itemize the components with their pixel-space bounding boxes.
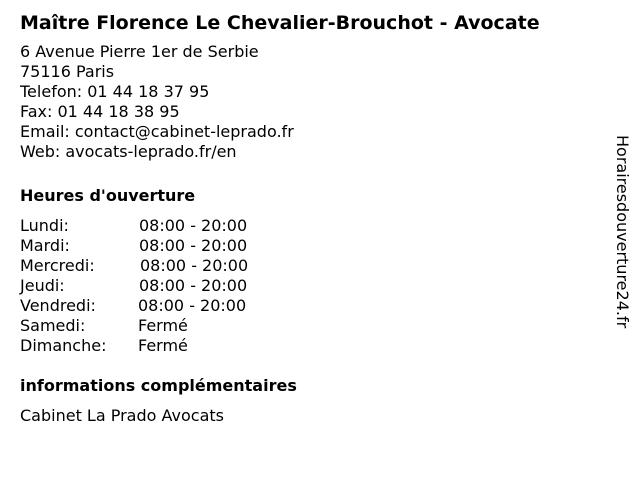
hours-row-lundi [20,216,600,236]
day-label: Mercredi: [20,256,95,275]
hours-heading: Heures d'ouverture [20,186,196,205]
email-address: Email: contact@cabinet-leprado.fr [20,122,294,141]
fax-number: Fax: 01 44 18 38 95 [20,102,180,121]
site-watermark: Horairesdouverture24.fr [613,135,632,329]
page-title: Maître Florence Le Chevalier-Brouchot - Avocate [20,12,540,34]
time-value: Fermé [138,336,188,355]
opening-hours-list [20,216,600,356]
day-label: Dimanche: [20,336,107,355]
day-label: Lundi: [20,216,69,235]
hours-row-samedi [20,316,600,336]
hours-row-dimanche [20,336,600,356]
day-label: Samedi: [20,316,86,335]
time-value: 08:00 - 20:00 [139,276,248,295]
hours-row-mardi [20,236,600,256]
day-label: Jeudi: [20,276,65,295]
time-value: 08:00 - 20:00 [139,236,248,255]
info-heading: informations complémentaires [20,376,297,395]
street-address: 6 Avenue Pierre 1er de Serbie [20,42,259,61]
day-label: Vendredi: [20,296,96,315]
day-label: Mardi: [20,236,70,255]
website: Web: avocats-leprado.fr/en [20,142,237,161]
hours-row-jeudi [20,276,600,296]
hours-row-mercredi [20,256,600,276]
info-text: Cabinet La Prado Avocats [20,406,224,425]
phone-number: Telefon: 01 44 18 37 95 [20,82,210,101]
time-value: 08:00 - 20:00 [140,256,249,275]
city: 75116 Paris [20,62,115,81]
time-value: 08:00 - 20:00 [139,216,248,235]
address-block [20,42,600,162]
time-value: 08:00 - 20:00 [138,296,247,315]
hours-row-vendredi [20,296,600,316]
time-value: Fermé [138,316,188,335]
business-card [20,10,600,426]
